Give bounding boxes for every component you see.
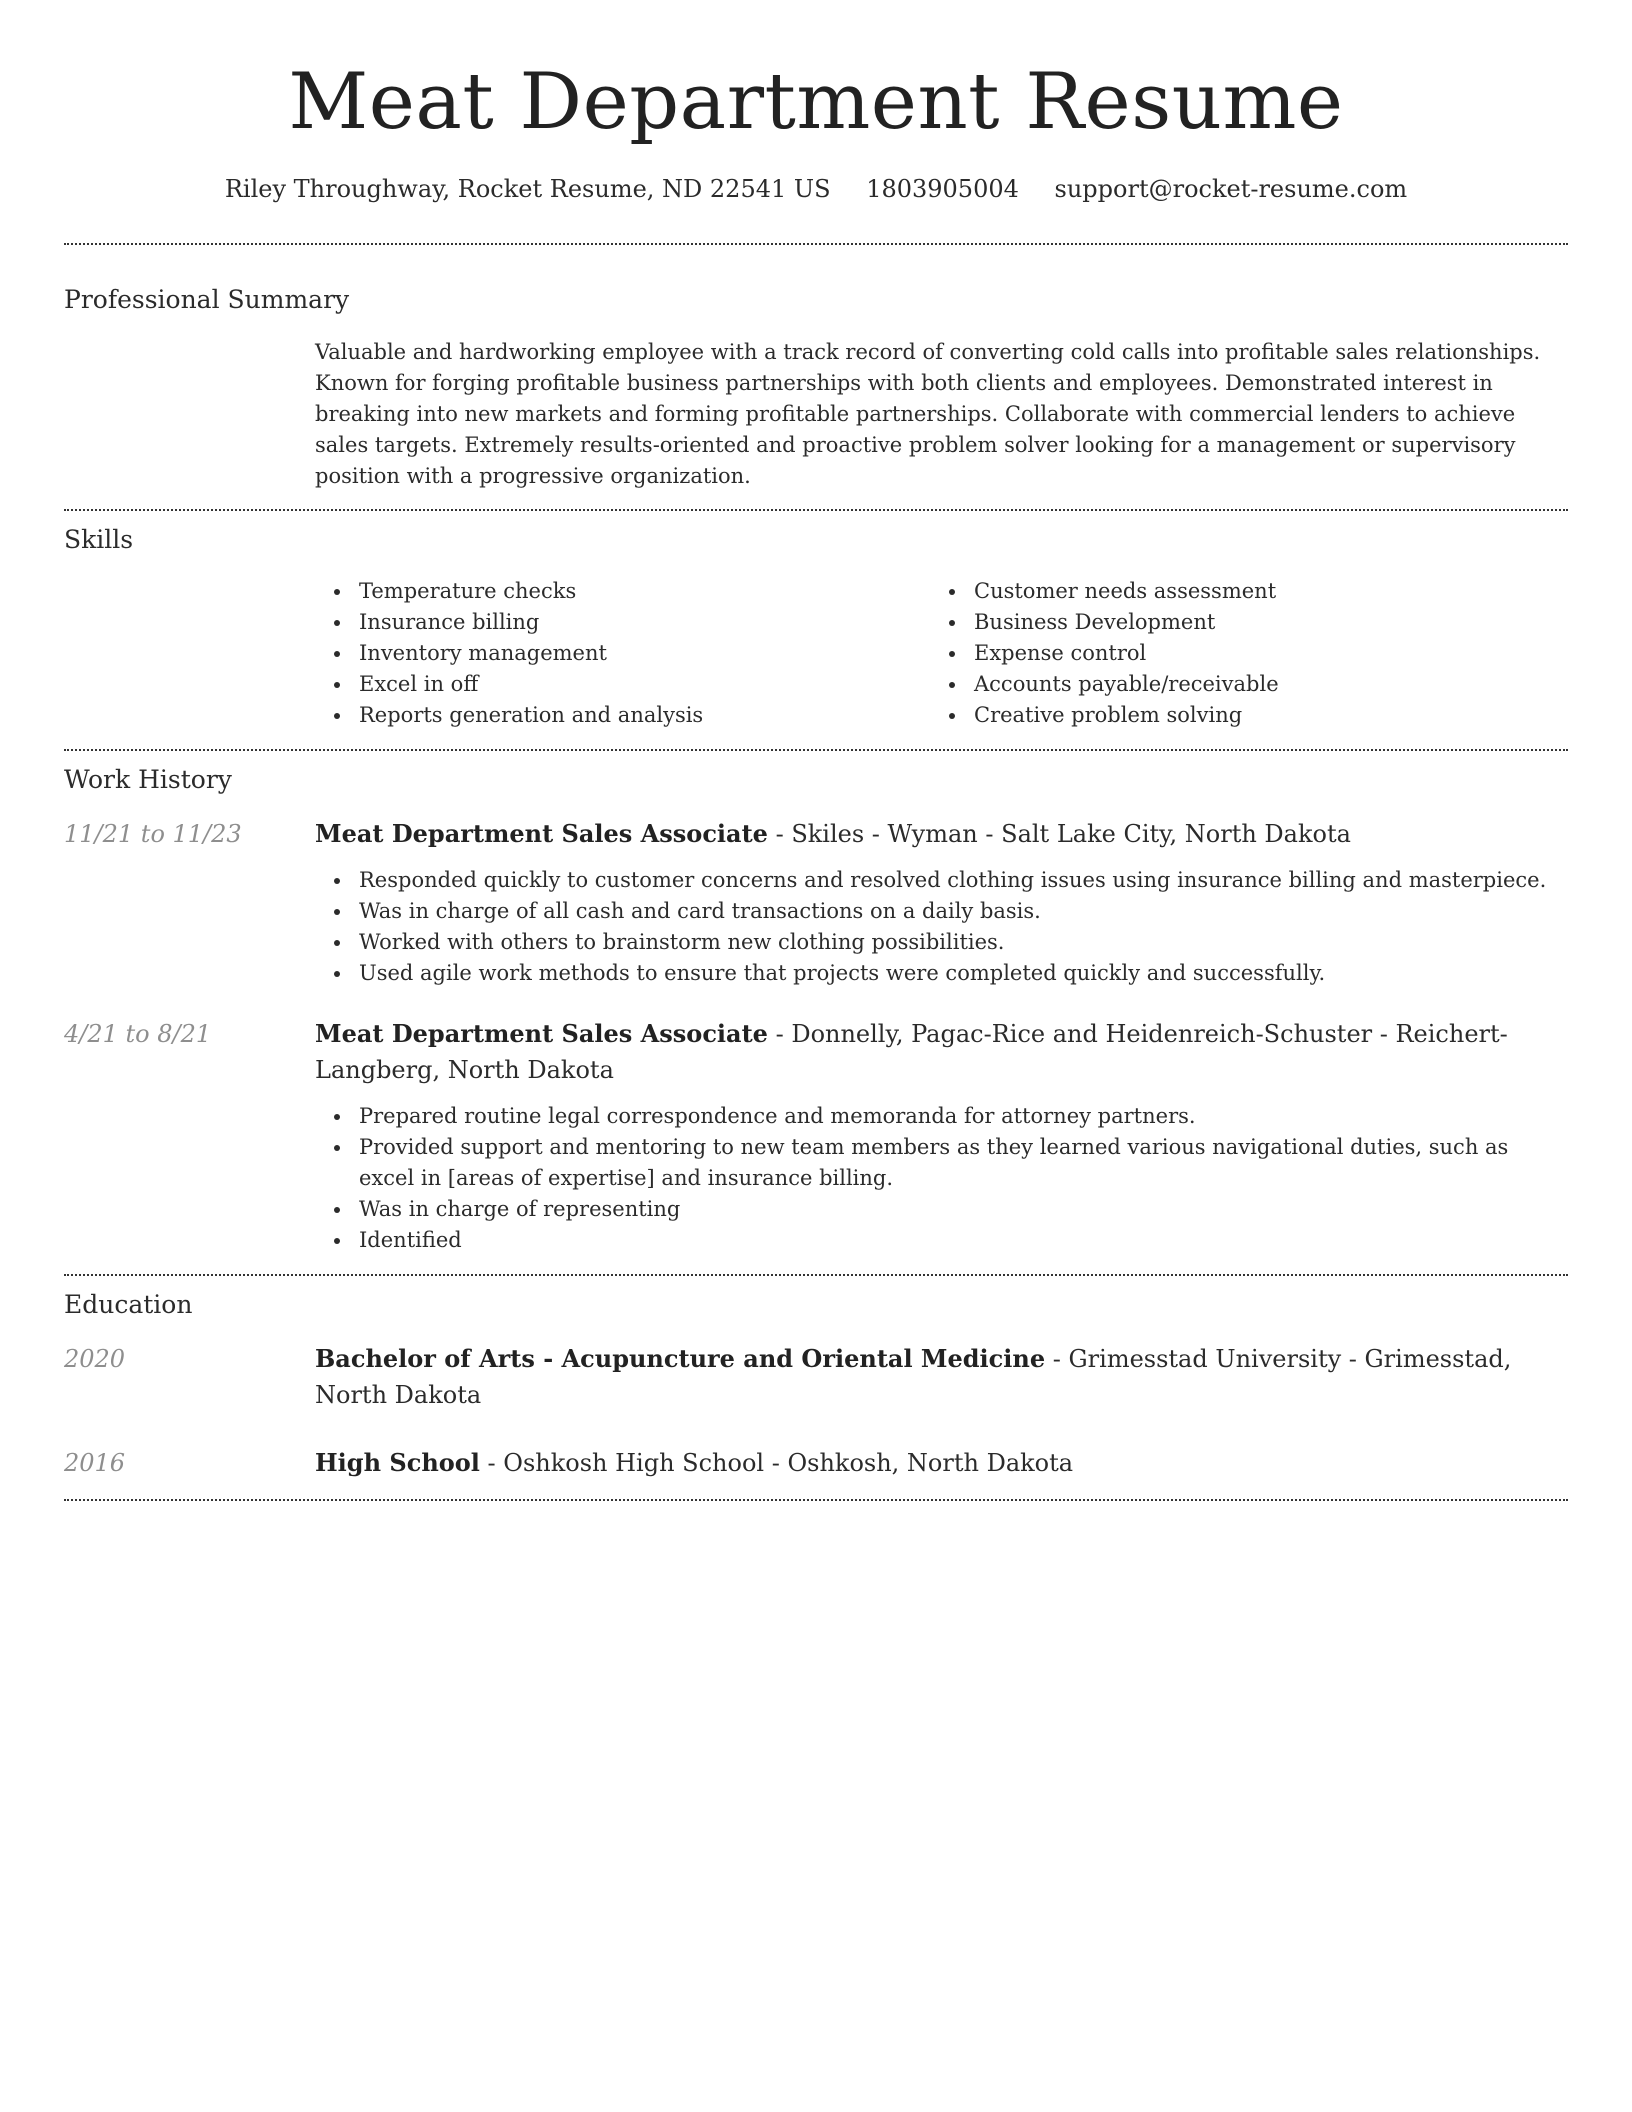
skill-item: Insurance billing: [315, 607, 930, 638]
skills-list-right: [930, 576, 1545, 731]
skill-item: Reports generation and analysis: [315, 700, 930, 731]
job-bullet: Responded quickly to customer concerns and resolved clothing issues using insurance billing and masterpiece.: [315, 865, 1568, 896]
job-bullet: Prepared routine legal correspondence and memoranda for attorney partners.: [315, 1101, 1568, 1132]
skill-item: Inventory management: [315, 638, 930, 669]
contact-phone: 1803905004: [866, 175, 1019, 203]
skill-item: Expense control: [930, 638, 1545, 669]
job-bullets: [315, 1101, 1568, 1256]
job-bullets: [315, 865, 1568, 989]
job-bullet: Worked with others to brainstorm new clothing possibilities.: [315, 927, 1568, 958]
summary-text: Valuable and hardworking employee with a track record of converting cold calls into profitable sales relationships. Known for forging profitable business partnerships with both clients and employees. Demonstrated interest in breaking into new markets and forming profitable partnerships. Collaborate with commercial lenders to achieve sales targets. Extremely results-oriented and proactive problem solver looking for a management or supervisory position with a progressive organization.: [315, 340, 1541, 488]
divider: [64, 1274, 1568, 1276]
skill-item: Business Development: [930, 607, 1545, 638]
education-heading: [315, 1341, 1568, 1413]
divider: [64, 509, 1568, 511]
education-school: - Grimesstad University - Grimesstad, North Dakota: [315, 1345, 1512, 1409]
job-employer: - Donnelly, Pagac-Rice and Heidenreich-Schuster - Reichert-Langberg, North Dakota: [315, 1020, 1508, 1084]
divider: [64, 749, 1568, 751]
job-heading: [315, 1016, 1568, 1088]
job-entry: [64, 816, 1568, 989]
summary-row: [64, 337, 1568, 492]
skill-item: Temperature checks: [315, 576, 930, 607]
job-title: Meat Department Sales Associate: [315, 819, 768, 848]
section-heading-education: Education: [64, 1290, 193, 1319]
education-entry: [64, 1445, 1568, 1481]
contact-address: Riley Throughway, Rocket Resume, ND 22541 US: [224, 175, 831, 203]
skill-item: Excel in off: [315, 669, 930, 700]
section-heading-work: Work History: [64, 765, 232, 794]
contact-line: [64, 172, 1568, 206]
education-school: - Oshkosh High School - Oshkosh, North Dakota: [479, 1449, 1074, 1477]
job-employer: - Skiles - Wyman - Salt Lake City, North Dakota: [767, 820, 1351, 848]
job-dates: 11/21 to 11/23: [64, 820, 242, 848]
job-dates: 4/21 to 8/21: [64, 1020, 212, 1048]
skill-item: Customer needs assessment: [930, 576, 1545, 607]
job-bullet: Provided support and mentoring to new team members as they learned various navigational duties, such as excel in [areas of expertise] and insurance billing.: [315, 1132, 1568, 1194]
skill-item: Creative problem solving: [930, 700, 1545, 731]
section-heading-skills: Skills: [64, 525, 134, 554]
skills-list-left: [315, 576, 930, 731]
skill-item: Accounts payable/receivable: [930, 669, 1545, 700]
contact-email: support@rocket-resume.com: [1054, 175, 1408, 203]
job-entry: [64, 1016, 1568, 1256]
skills-row: [64, 576, 1568, 731]
divider: [64, 1499, 1568, 1501]
education-degree: High School: [315, 1448, 480, 1477]
resume-title: Meat Department Resume: [288, 57, 1344, 147]
section-heading-summary: Professional Summary: [64, 285, 350, 314]
divider: [64, 243, 1568, 245]
education-year: 2016: [64, 1449, 126, 1477]
education-year: 2020: [64, 1345, 126, 1373]
education-entry: [64, 1341, 1568, 1413]
job-heading: [315, 816, 1568, 852]
education-degree: Bachelor of Arts - Acupuncture and Oriental Medicine: [315, 1344, 1046, 1373]
job-bullet: Was in charge of all cash and card transactions on a daily basis.: [315, 896, 1568, 927]
education-heading: [315, 1445, 1568, 1481]
job-bullet: Was in charge of representing: [315, 1194, 1568, 1225]
job-bullet: Identified: [315, 1225, 1568, 1256]
job-title: Meat Department Sales Associate: [315, 1019, 768, 1048]
job-bullet: Used agile work methods to ensure that projects were completed quickly and successfully.: [315, 958, 1568, 989]
